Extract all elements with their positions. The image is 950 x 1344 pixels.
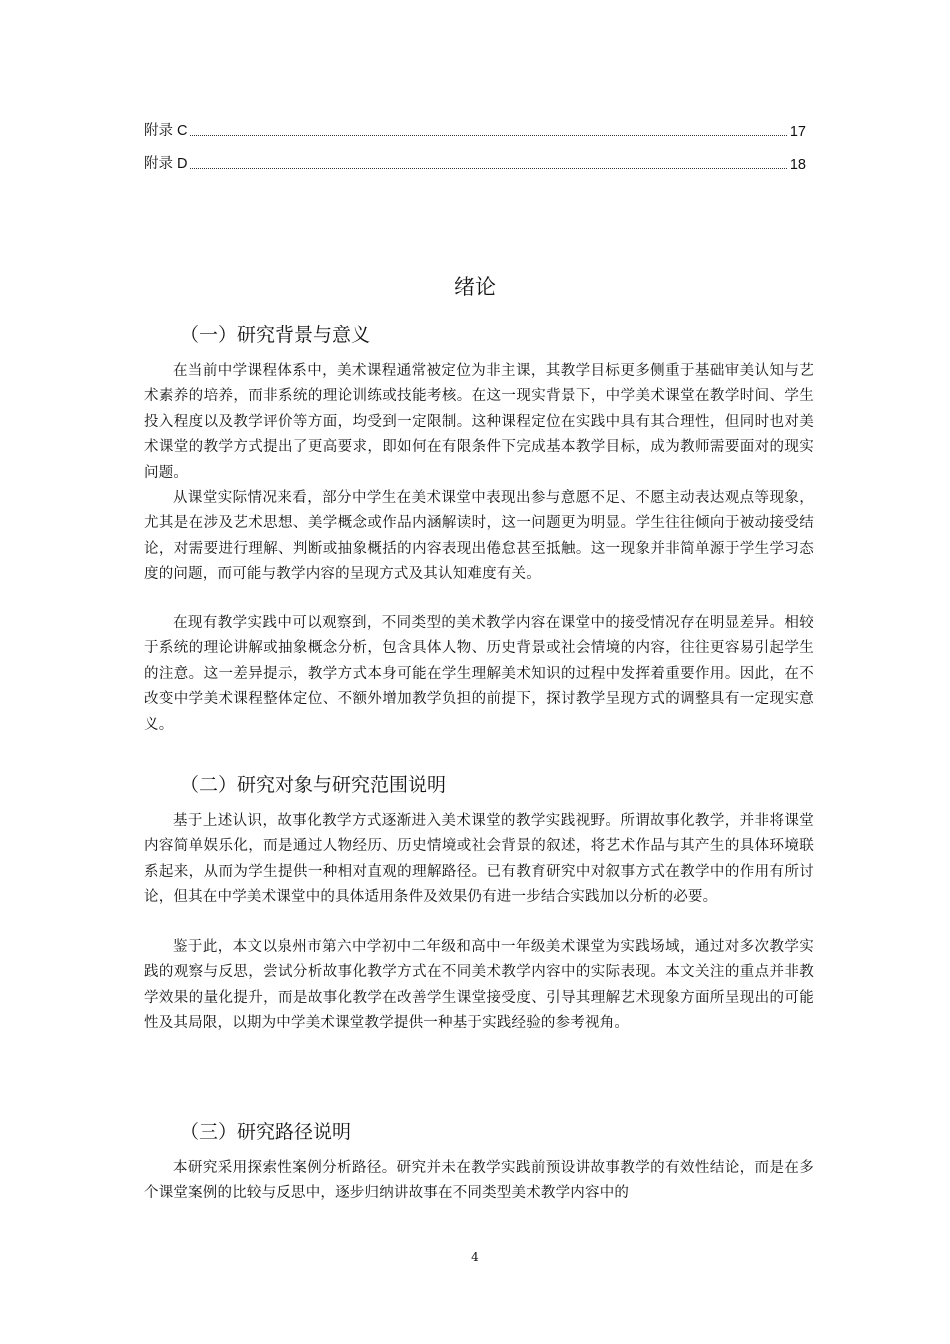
section-heading-background: （一）研究背景与意义 [180,324,371,346]
toc-entry-appendix-d[interactable] [144,151,806,173]
toc-label: 附录 C [144,123,188,139]
toc-leader-dots [190,134,787,136]
toc-label: 附录 D [144,156,188,172]
toc-page-number: 17 [789,124,806,140]
toc-page-number: 18 [789,157,806,173]
page-number: 4 [471,1250,479,1264]
toc-entry-appendix-c[interactable] [144,118,806,140]
paragraph: 在现有教学实践中可以观察到，不同类型的美术教学内容在课堂中的接受情况存在明显差异。相较于系统的理论讲解或抽象概念分析，包含具体人物、历史背景或社会情境的内容，往往更容易引起学生的注意。这一差异提示，教学方式本身可能在学生理解美术知识的过程中发挥着重要作用。因此，在不改变中学美术课程整体定位、不额外增加教学负担的前提下，探讨教学呈现方式的调整具有一定现实意义。 [144,615,814,733]
section-heading-scope: （二）研究对象与研究范围说明 [180,774,447,796]
paragraph: 在当前中学课程体系中，美术课程通常被定位为非主课，其教学目标更多侧重于基础审美认知与艺术素养的培养，而非系统的理论训练或技能考核。在这一现实背景下，中学美术课堂在教学时间、学生投入程度以及教学评价等方面，均受到一定限制。这种课程定位在实践中具有其合理性，但同时也对美术课堂的教学方式提出了更高要求，即如何在有限条件下完成基本教学目标，成为教师需要面对的现实问题。 [144,363,814,481]
paragraph: 本研究采用探索性案例分析路径。研究并未在教学实践前预设讲故事教学的有效性结论，而是在多个课堂案例的比较与反思中，逐步归纳讲故事在不同类型美术教学内容中的 [144,1160,814,1202]
paragraph: 从课堂实际情况来看，部分中学生在美术课堂中表现出参与意愿不足、不愿主动表达观点等现象，尤其是在涉及艺术思想、美学概念或作品内涵解读时，这一问题更为明显。学生往往倾向于被动接受结论，对需要进行理解、判断或抽象概括的内容表现出倦怠甚至抵触。这一现象并非简单源于学生学习态度的问题，而可能与教学内容的呈现方式及其认知难度有关。 [144,490,814,583]
paragraph: 鉴于此，本文以泉州市第六中学初中二年级和高中一年级美术课堂为实践场域，通过对多次教学实践的观察与反思，尝试分析故事化教学方式在不同美术教学内容中的实际表现。本文关注的重点并非教学效果的量化提升，而是故事化教学在改善学生课堂接受度、引导其理解艺术现象方面所呈现出的可能性及其局限，以期为中学美术课堂教学提供一种基于实践经验的参考视角。 [144,939,814,1032]
paragraph: 基于上述认识，故事化教学方式逐渐进入美术课堂的教学实践视野。所谓故事化教学，并非将课堂内容简单娱乐化，而是通过人物经历、历史情境或社会背景的叙述，将艺术作品与其产生的具体环境联系起来，从而为学生提供一种相对直观的理解路径。已有教育研究中对叙事方式在教学中的作用有所讨论，但其在中学美术课堂中的具体适用条件及效果仍有进一步结合实践加以分析的必要。 [144,813,814,906]
section-heading-path: （三）研究路径说明 [180,1121,352,1143]
chapter-title: 绪论 [454,275,496,299]
toc-leader-dots [190,167,787,169]
